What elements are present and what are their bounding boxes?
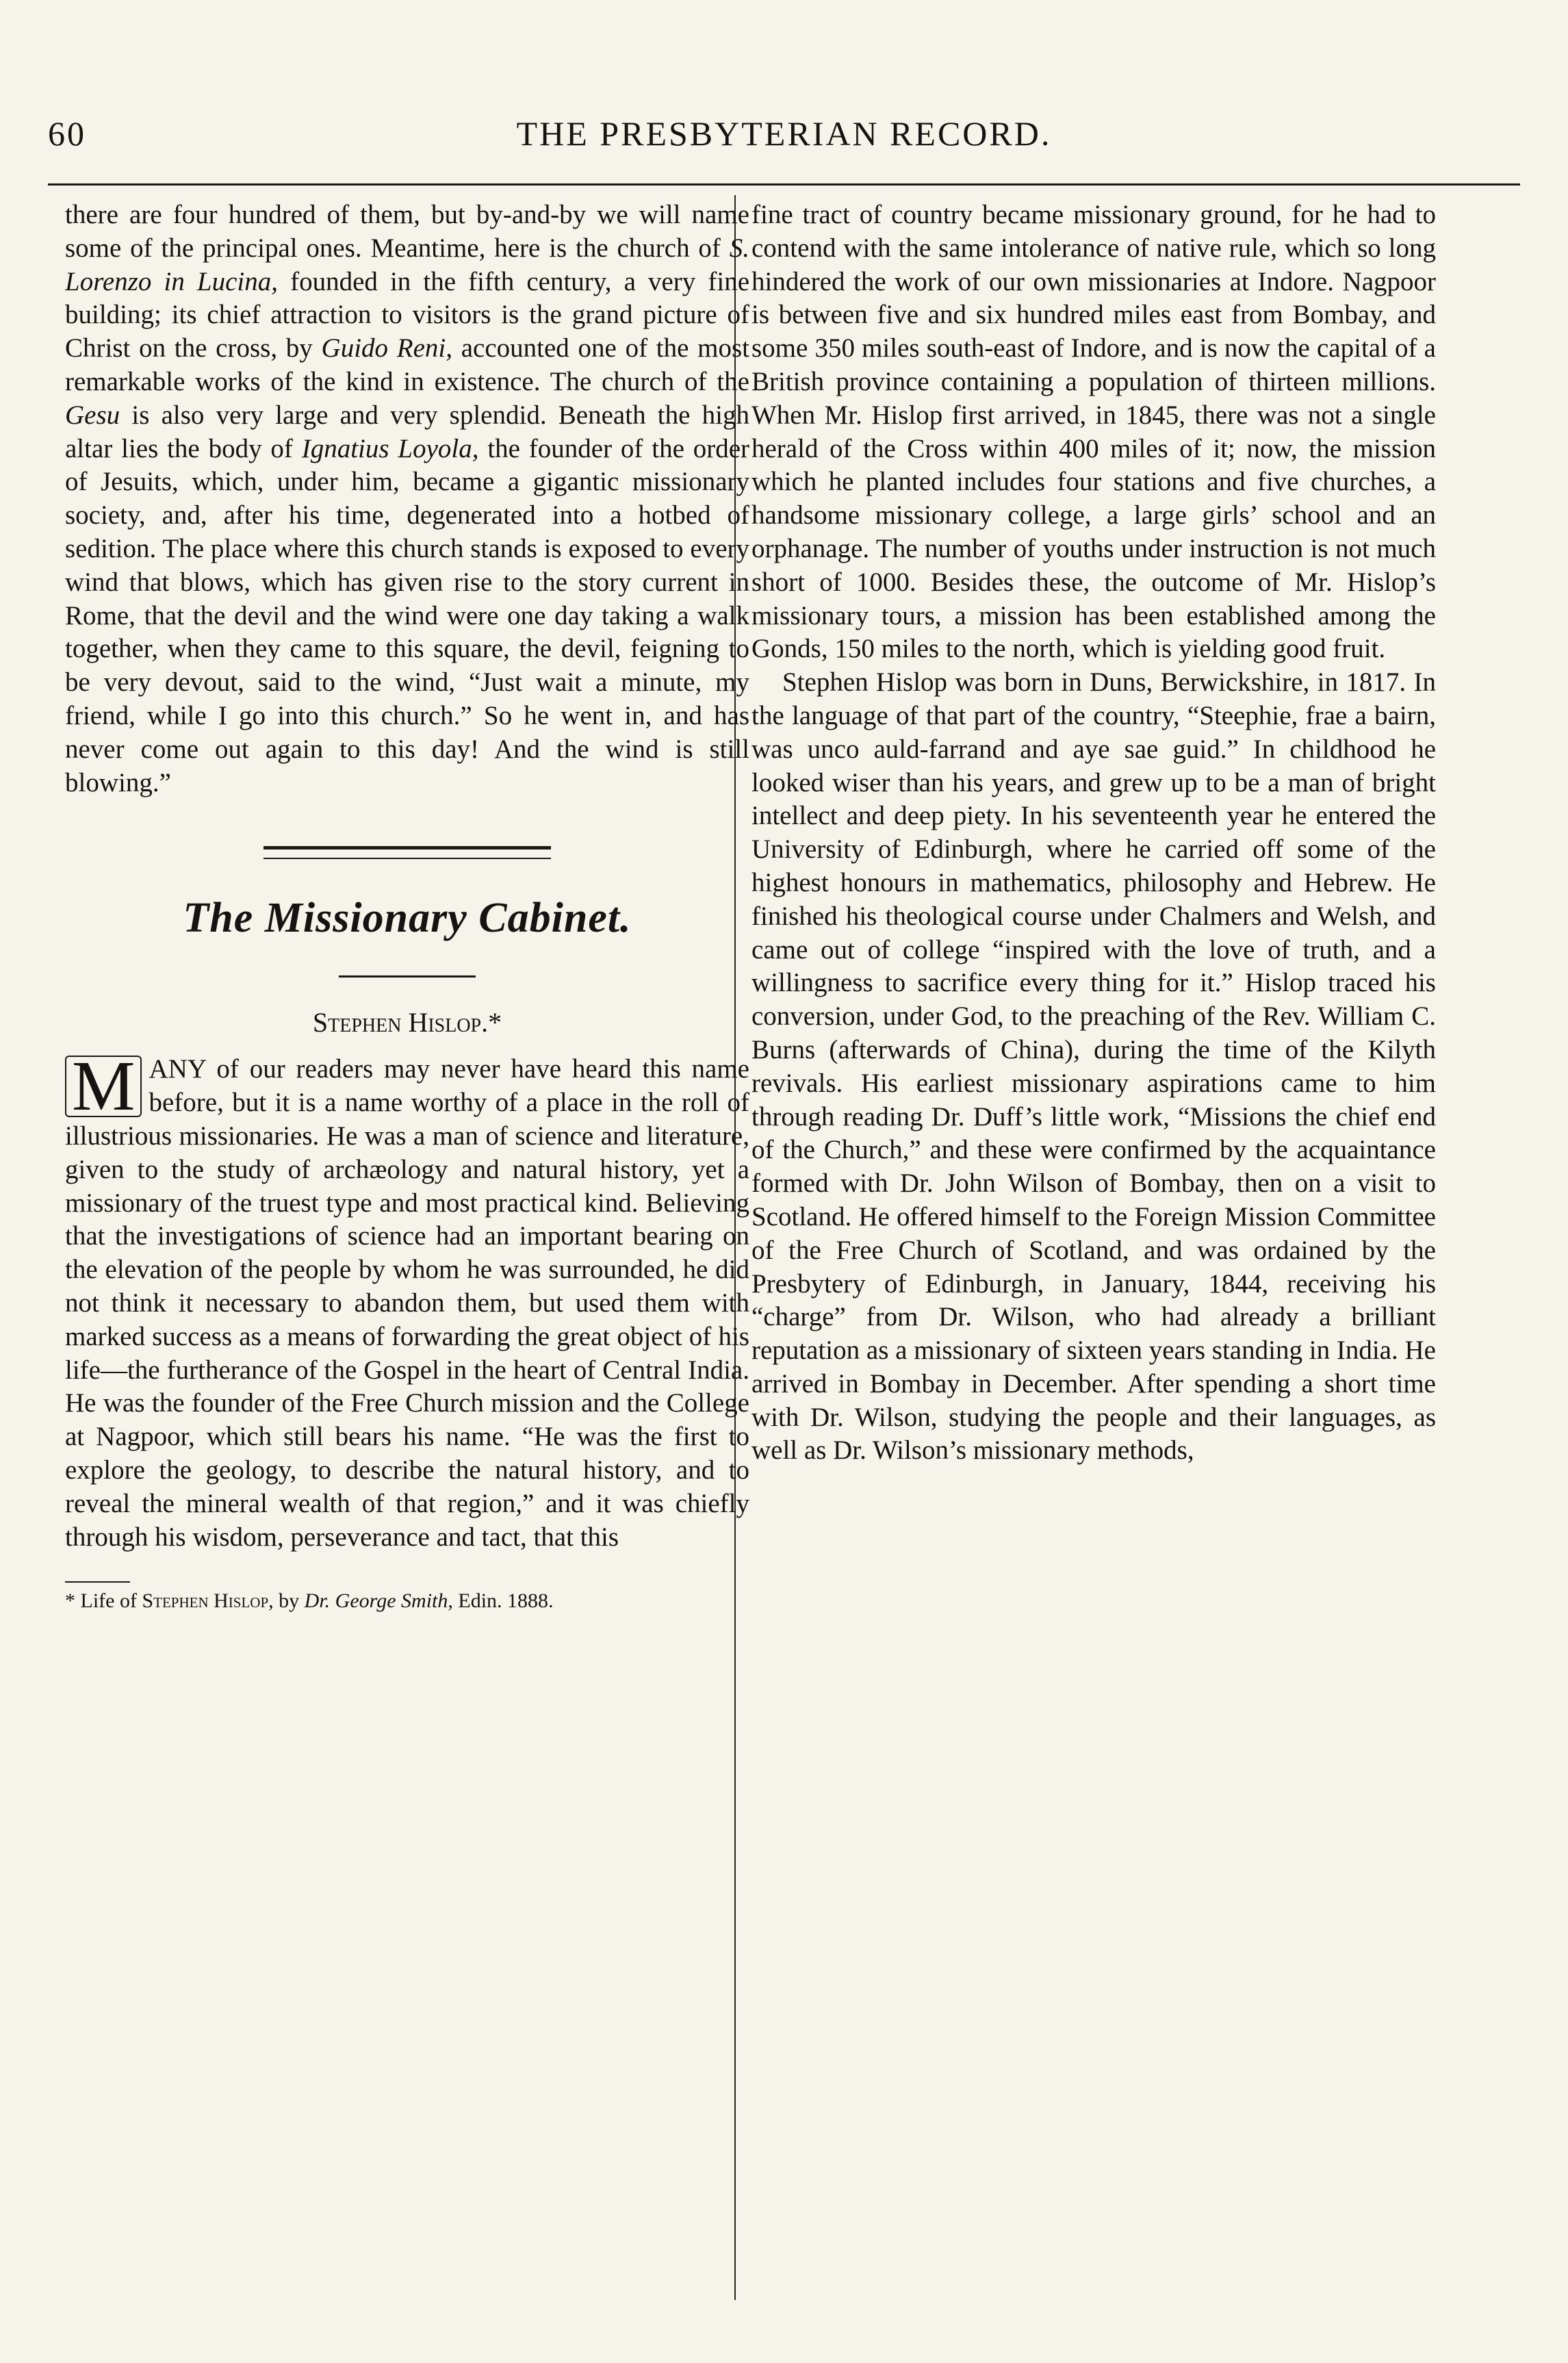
article-title: Stephen Hislop.* xyxy=(312,1007,502,1038)
intro-text-4: is also very large and very splendid. Beneath the high altar lies the body of xyxy=(65,400,749,463)
section-title: The Missionary Cabinet. xyxy=(183,895,632,942)
drop-cap: M xyxy=(65,1056,142,1117)
founder-name: Ignatius Loyola, xyxy=(301,433,479,463)
footnote-text-2: by xyxy=(273,1589,305,1613)
footnote-text-3: Edin. 1888. xyxy=(452,1589,554,1613)
running-header xyxy=(48,103,1520,164)
section-divider xyxy=(264,846,551,859)
intro-paragraph xyxy=(65,199,749,800)
footnote-book-title: Stephen Hislop, xyxy=(142,1589,274,1613)
journal-title: THE PRESBYTERIAN RECORD. xyxy=(516,114,1052,153)
footnote-text-1: * Life of xyxy=(65,1589,142,1613)
right-column xyxy=(751,199,1436,2300)
article-opening-text: ANY of our readers may never have heard this name before, but it is a name worthy of a place in the roll of illustrious missionaries. He was a man of science and literature, given to the study of archæology and natural history, yet a missionary of the truest type and most practical kind. Believing that the investigations of science had an important bearing on the elevation of the people by whom he was surrounded, he did not think it necessary to abandon them, but used them with marked success as a means of forwarding the great object of his life—the furtherance of the Gospel in the heart of Central India. He was the founder of the Free Church mission and the College at Nagpoor, which still bears his name. “He was the first to explore the geology, to describe the natural history, and to reveal the mineral wealth of that region,” and it was chiefly through his wisdom, perseverance and tact, that this xyxy=(65,1054,749,1552)
title-rule xyxy=(339,975,476,978)
article-opening-paragraph xyxy=(65,1047,749,1554)
header-rule xyxy=(48,183,1520,186)
intro-text-1: there are four hundred of them, but by-and-by we will name some of the principal ones. Meantime, here is the church of xyxy=(65,200,749,263)
page-number: 60 xyxy=(48,114,86,153)
left-column xyxy=(65,199,749,2300)
footnote-rule xyxy=(65,1581,130,1583)
church-name-lorenzo: S. Lorenzo in Lucina, xyxy=(65,233,749,296)
church-name-gesu: Gesu xyxy=(65,400,120,430)
continued-paragraph: fine tract of country became missionary ground, for he had to contend with the same intolerance of native rule, which so long hindered the work of our own missionaries at Indore. Nagpoor is between five and six hundred miles east from Bombay, and some 350 miles south-east of Indore, and is now the capital of a British province containing a population of thirteen millions. When Mr. Hislop first arrived, in 1845, there was not a single herald of the Cross within 400 miles of it; now, the mission which he planted includes four stations and five churches, a handsome missionary college, a large girls’ school and an orphanage. The number of youths under instruction is not much short of 1000. Besides these, the outcome of Mr. Hislop’s missionary tours, a mission has been established among the Gonds, 150 miles to the north, which is yielding good fruit. xyxy=(751,200,1436,664)
painter-name: Guido Reni, xyxy=(321,333,452,363)
intro-text-2: founded in the fifth century, a very fine building; its chief attraction to visitors is the grand picture of Christ on the cross, by xyxy=(65,266,749,363)
biography-paragraph: Stephen Hislop was born in Duns, Berwickshire, in 1817. In the language of that part of the country, “Steephie, frae a bairn, was unco auld-farrand and aye sae guid.” In childhood he looked wiser than his years, and grew up to be a man of bright intellect and deep piety. In his seventeenth year he entered the University of Edinburgh, where he carried off some of the highest honours in mathematics, philosophy and Hebrew. He finished his theological course under Chalmers and Welsh, and came out of college “inspired with the love of truth, and a willingness to sacrifice every thing for it.” Hislop traced his conversion, under God, to the preaching of the Rev. William C. Burns (afterwards of China), during the time of the Kilyth revivals. His earliest missionary aspirations came to him through reading Dr. Duff’s little work, “Missions the chief end of the Church,” and these were confirmed by the acquaintance formed with Dr. John Wilson of Bombay, then on a visit to Scotland. He offered himself to the Foreign Mission Committee of the Free Church of Scotland, and was ordained by the Presbytery of Edinburgh, in January, 1844, receiving his “charge” from Dr. Wilson, who had already a brilliant reputation as a missionary of sixteen years standing in India. He arrived in Bombay in December. After spending a short time with Dr. Wilson, studying the people and their languages, as well as Dr. Wilson’s missionary methods, xyxy=(751,667,1436,1466)
footnote-author: Dr. George Smith, xyxy=(304,1589,453,1613)
footnote xyxy=(65,1588,749,1614)
intro-text-5: the founder of the order of Jesuits, which, under him, became a gigantic missionary society, and, after his time, degenerated into a hotbed of sedition. The place where this church stands is exposed to every wind that blows, which has given rise to the story current in Rome, that the devil and the wind were one day taking a walk together, when they came to this square, the devil, feigning to be very devout, said to the wind, “Just wait a minute, my friend, while I go into this church.” So he went in, and has never come out again to this day! And the wind is still blowing.” xyxy=(65,433,749,797)
intro-text-3: accounted one of the most remarkable works of the kind in existence. The church of the xyxy=(65,333,749,396)
